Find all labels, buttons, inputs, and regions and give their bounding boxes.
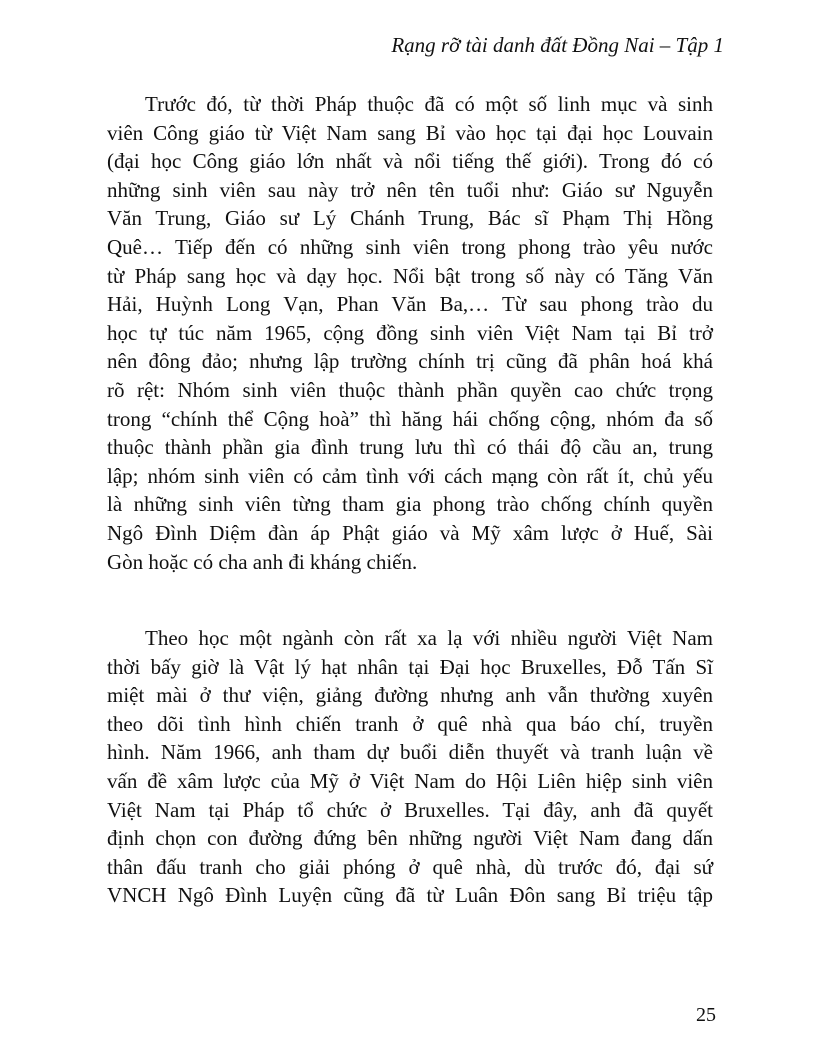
text-line: thời bấy giờ là Vật lý hạt nhân tại Đại học Bruxelles, Đỗ Tấn Sĩ [107, 654, 713, 679]
text-line: rõ rệt: Nhóm sinh viên thuộc thành phần quyền cao chức trọng [107, 377, 713, 402]
text-line: vấn đề xâm lược của Mỹ ở Việt Nam do Hội Liên hiệp sinh viên [107, 768, 713, 793]
running-header: Rạng rỡ tài danh đất Đồng Nai – Tập 1 [391, 33, 724, 57]
text-line: miệt mài ở thư viện, giảng đường nhưng anh vẫn thường xuyên [107, 683, 713, 708]
text-line: là những sinh viên từng tham gia phong trào chống chính quyền [107, 492, 713, 517]
paragraph-2 [107, 624, 713, 910]
text-line: từ Pháp sang học và dạy học. Nổi bật trong số này có Tăng Văn [107, 263, 713, 288]
paragraph-1 [107, 90, 713, 576]
text-line: định chọn con đường đứng bên những người Việt Nam đang dấn [107, 826, 713, 851]
text-line: theo dõi tình hình chiến tranh ở quê nhà qua báo chí, truyền [107, 711, 713, 736]
text-line: trong “chính thể Cộng hoà” thì hăng hái chống cộng, nhóm đa số [107, 406, 713, 431]
text-line: thân đấu tranh cho giải phóng ở quê nhà, dù trước đó, đại sứ [107, 854, 713, 879]
text-line: Việt Nam tại Pháp tổ chức ở Bruxelles. Tại đây, anh đã quyết [107, 797, 713, 822]
text-line: Trước đó, từ thời Pháp thuộc đã có một số linh mục và sinh [145, 92, 713, 116]
text-line: Văn Trung, Giáo sư Lý Chánh Trung, Bác sĩ Phạm Thị Hồng [107, 206, 713, 231]
text-line: Gòn hoặc có cha anh đi kháng chiến. [107, 549, 418, 574]
text-line: học tự túc năm 1965, cộng đồng sinh viên Việt Nam tại Bỉ trở [107, 320, 713, 345]
text-line: những sinh viên sau này trở nên tên tuổi như: Giáo sư Nguyễn [107, 177, 713, 202]
text-line: VNCH Ngô Đình Luyện cũng đã từ Luân Đôn sang Bỉ triệu tập [107, 883, 713, 908]
text-line: lập; nhóm sinh viên có cảm tình với cách mạng còn rất ít, chủ yếu [107, 463, 713, 488]
text-line: Ngô Đình Diệm đàn áp Phật giáo và Mỹ xâm lược ở Huế, Sài [107, 520, 713, 545]
text-line: Quê… Tiếp đến có những sinh viên trong phong trào yêu nước [107, 234, 713, 259]
text-line: hình. Năm 1966, anh tham dự buổi diễn thuyết và tranh luận về [107, 740, 713, 765]
text-line: Theo học một ngành còn rất xa lạ với nhiều người Việt Nam [145, 626, 713, 650]
text-line: nên đông đảo; nhưng lập trường chính trị cũng đã phân hoá khá [107, 349, 713, 374]
page-number: 25 [696, 1004, 716, 1026]
text-line: viên Công giáo từ Việt Nam sang Bỉ vào học tại đại học Louvain [107, 120, 713, 145]
text-line: thuộc thành phần gia đình trung lưu thì có thái độ cầu an, trung [107, 435, 713, 460]
text-line: (đại học Công giáo lớn nhất và nổi tiếng thế giới). Trong đó có [107, 149, 713, 174]
text-line: Hải, Huỳnh Long Vạn, Phan Văn Ba,… Từ sau phong trào du [107, 292, 713, 317]
